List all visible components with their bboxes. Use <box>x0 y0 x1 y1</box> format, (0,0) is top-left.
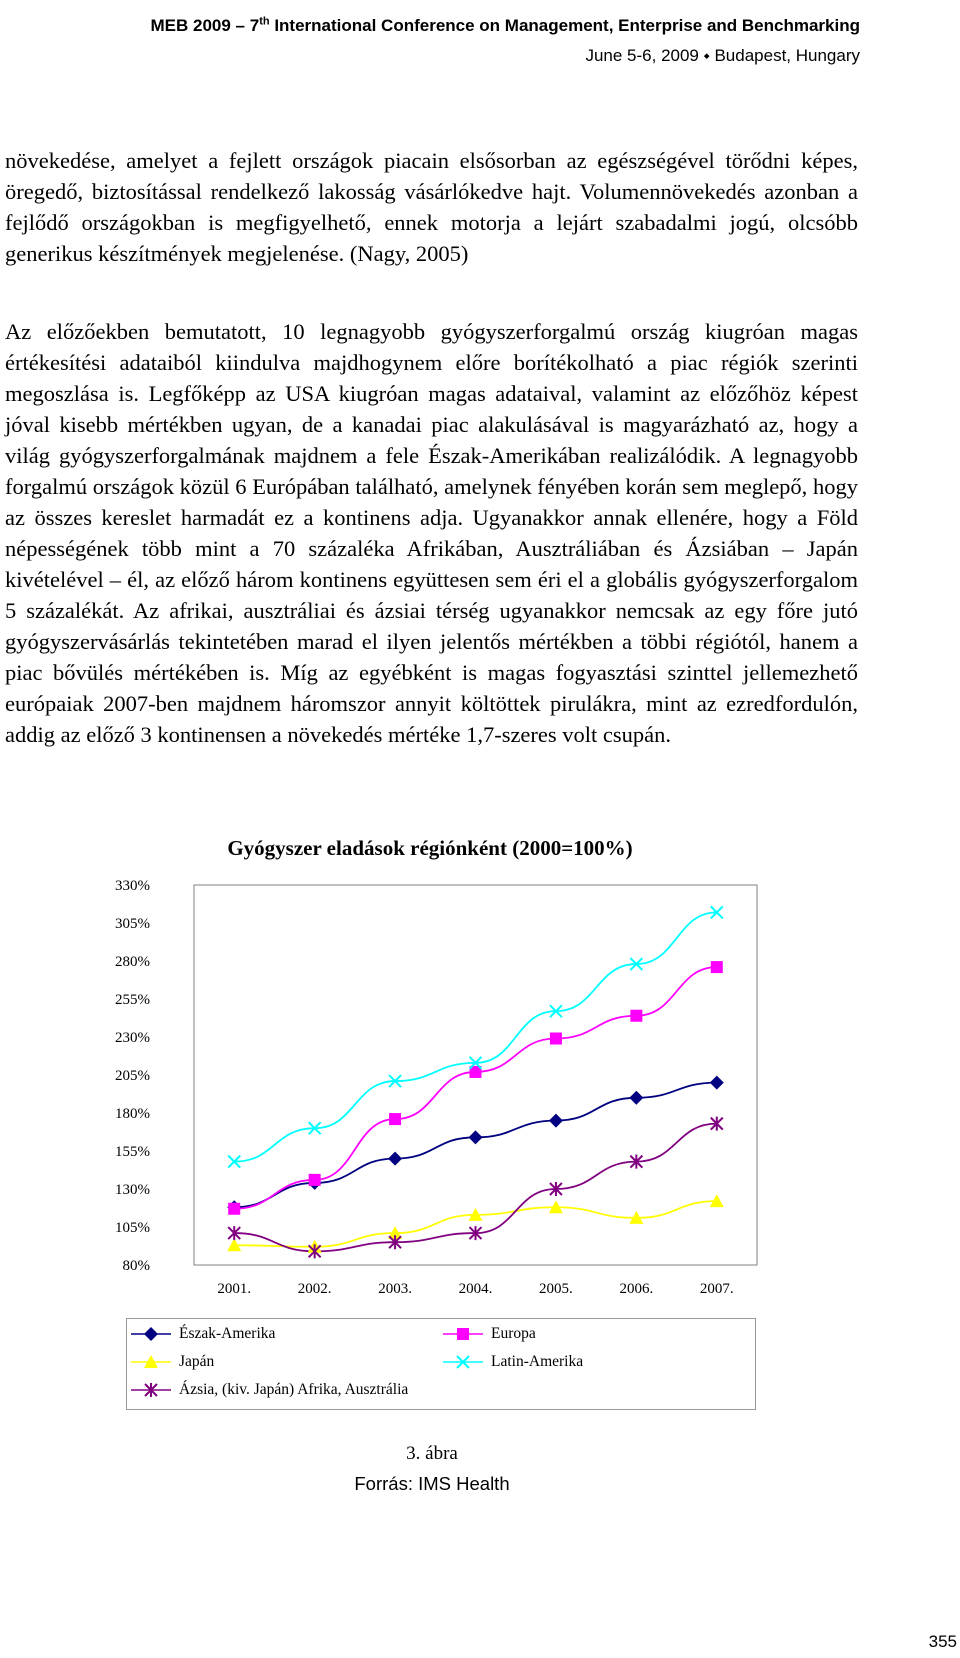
x-tick-label: 2004. <box>458 1281 493 1297</box>
y-tick-label: 180% <box>115 1106 150 1122</box>
y-tick-label: 330% <box>115 878 150 894</box>
legend-item-azsia-afrika-ausztralia <box>127 1378 527 1402</box>
y-tick-label: 105% <box>115 1220 150 1236</box>
conference-title: MEB 2009 – 7th International Conference on Management, Enterprise and Benchmarking <box>150 15 860 35</box>
y-tick-label: 230% <box>115 1030 150 1046</box>
y-tick-label: 305% <box>115 916 150 932</box>
legend-label: Latin-Amerika <box>491 1353 584 1370</box>
series-line-1 <box>234 1083 717 1208</box>
data-point <box>711 961 723 973</box>
series-line-4 <box>234 912 717 1161</box>
legend-label: Ázsia, (kiv. Japán) Afrika, Ausztrália <box>179 1381 409 1398</box>
x-tick-label: 2007. <box>699 1281 734 1297</box>
paragraph-1: növekedése, amelyet a fejlett országok piacain elsősorban az egészségével törődni képes, öregedő, biztosítással rendelkező lakosság vásárlókedve hajt. Volumennövekedés azonban a fejlődő országokban is megfigyelhető, ennek motorja a lejárt szabadalmi jogú, olcsóbb generikus készítmények megjelenése. (Nagy, 2005) <box>5 148 858 266</box>
figure-caption: 3. ábra <box>406 1443 458 1464</box>
legend-label: Europa <box>491 1325 536 1342</box>
legend-swatch-eszak-amerika <box>127 1322 179 1346</box>
legend-label: Észak-Amerika <box>179 1325 276 1342</box>
conference-date-location: June 5-6, 2009 ⬩ Budapest, Hungary <box>585 45 860 65</box>
chart-legend <box>126 1318 756 1410</box>
legend-swatch-azsia <box>127 1378 179 1402</box>
data-point <box>469 1130 483 1144</box>
x-tick-label: 2005. <box>539 1281 573 1297</box>
chart-title: Gyógyszer eladások régiónként (2000=100%) <box>227 836 633 860</box>
paragraph-2: Az előzőekben bemutatott, 10 legnagyobb gyógyszerforgalmú ország kiugróan magas értékesítési adataiból kiindulva majdhogynem előre borítékolható a piac régiók szerinti megoszlása is. Legfőképp az USA kiugróan magas adataival, valamint az előzőhöz képest jóval kisebb mértékben ugyan, de a kanadai piac alakulásával is magyarázható az, hogy a világ gyógyszerforgalmának majdnem a fele Észak-Amerikában realizálódik. A legnagyobb forgalmú országok közül 6 Európában található, amelynek fényében korán sem meglepő, hogy az összes kereslet harmadát ez a kontinens adja. Ugyanakkor annak ellenére, hogy a Föld népességének több mint a 70 százaléka Afrikában, Ausztráliában és Ázsiában – Japán kivételével – él, az előző három kontinens együttesen sem éri el a globális gyógyszerforgalom 5 százalékát. Az afrikai, ausztráliai és ázsiai térség ugyanakkor nemcsak az egy főre jutó gyógyszervásárlás tekintetében marad el ilyen jelentős mértékben a többi régiótól, hanem a piac bővülés mértékében is. Míg az egyébként is magas fogyasztási szinttel jellemezhető európaiak 2007-ben majdnem háromszor annyit költöttek pirulákra, mint az ezredfordulón, addig az előző 3 kontinensen a növekedés mértéke 1,7-szeres volt csupán. <box>5 319 858 747</box>
x-tick-label: 2006. <box>619 1281 654 1297</box>
x-tick-label: 2001. <box>217 1281 252 1297</box>
data-point <box>630 1010 642 1022</box>
data-point <box>388 1152 402 1166</box>
y-tick-label: 80% <box>122 1258 150 1274</box>
y-tick-label: 155% <box>115 1144 150 1160</box>
x-tick-label: 2003. <box>378 1281 412 1297</box>
legend-item-japan <box>127 1350 427 1374</box>
data-point <box>309 1174 321 1186</box>
figure-source: Forrás: IMS Health <box>354 1473 510 1494</box>
x-tick-label: 2002. <box>297 1281 332 1297</box>
legend-swatch-europa <box>439 1322 491 1346</box>
y-tick-label: 205% <box>115 1068 150 1084</box>
page-number: 355 <box>928 1632 957 1651</box>
legend-swatch-latin-amerika <box>439 1350 491 1374</box>
data-point <box>629 1091 643 1105</box>
y-tick-label: 255% <box>115 992 150 1008</box>
legend-item-eszak-amerika <box>127 1322 427 1346</box>
data-point <box>550 1033 562 1045</box>
y-tick-label: 130% <box>115 1182 150 1198</box>
y-tick-label: 280% <box>115 954 150 970</box>
data-point <box>389 1113 401 1125</box>
legend-item-latin-amerika <box>439 1350 739 1374</box>
data-point <box>710 1076 724 1090</box>
data-point <box>228 1203 240 1215</box>
legend-item-europa <box>439 1322 739 1346</box>
data-point <box>549 1114 563 1128</box>
series-line-2 <box>234 967 717 1209</box>
legend-label: Japán <box>179 1353 215 1370</box>
legend-swatch-japan <box>127 1350 179 1374</box>
